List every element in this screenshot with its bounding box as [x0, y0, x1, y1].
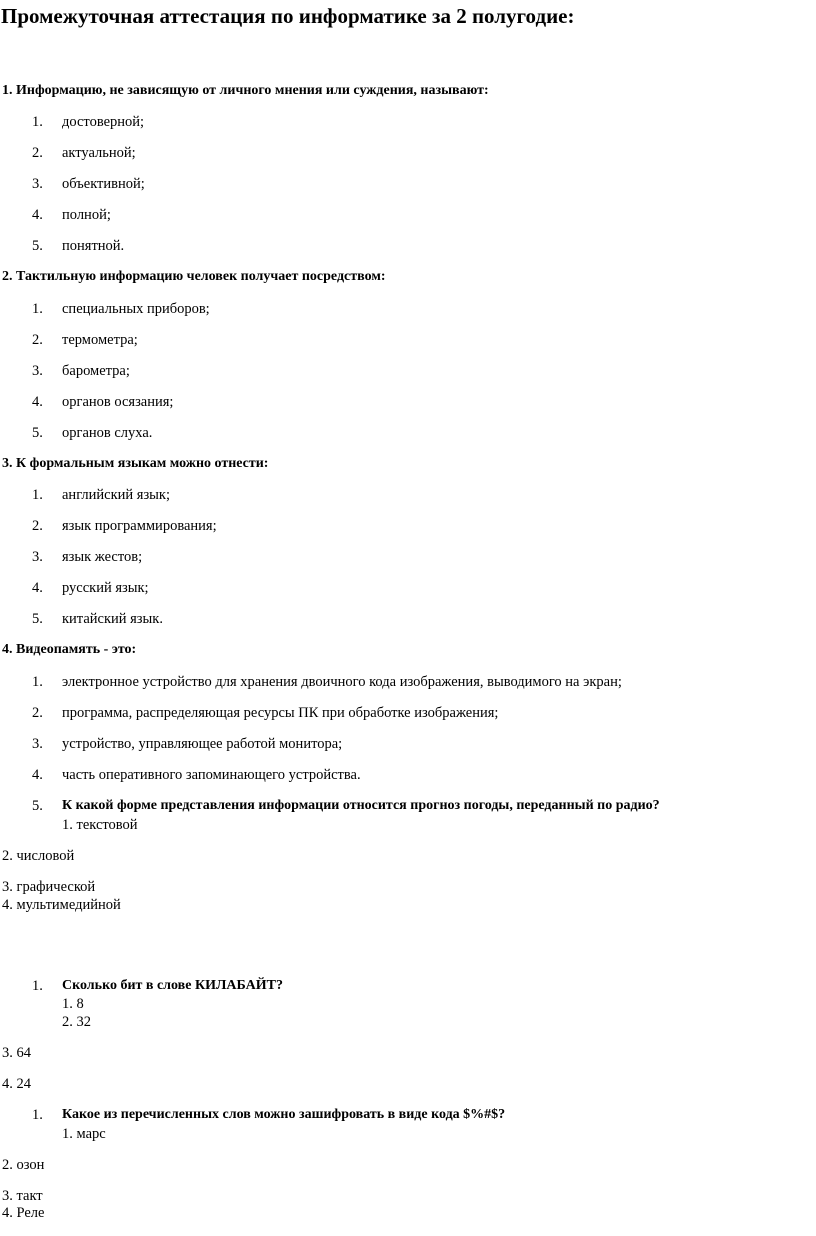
question-4-option-2-number: 2.	[32, 705, 43, 721]
question-4-option-4-text: часть оперативного запоминающего устройства.	[62, 767, 361, 783]
question-1-text: 1. Информацию, не зависящую от личного мнения или суждения, называют:	[2, 83, 489, 98]
question-3-option-2-text: язык программирования;	[62, 518, 217, 534]
question-1-option-5-number: 5.	[32, 238, 43, 254]
question-2-option-5-number: 5.	[32, 425, 43, 441]
question-7-option-2: 2. озон	[2, 1157, 45, 1173]
question-4-option-3-text: устройство, управляющее работой монитора;	[62, 736, 343, 752]
question-5-option-2: 2. числовой	[2, 848, 75, 864]
question-2-option-1-number: 1.	[32, 301, 43, 317]
question-5-option-1: 1. текстовой	[62, 817, 138, 833]
question-6-option-1: 1. 8	[62, 996, 84, 1012]
question-6-text: Сколько бит в слове КИЛАБАЙТ?	[62, 978, 283, 993]
question-4-option-3-number: 3.	[32, 736, 43, 752]
question-3-option-3-text: язык жестов;	[62, 549, 143, 565]
question-4-option-1-number: 1.	[32, 674, 43, 690]
question-3-option-5-number: 5.	[32, 611, 43, 627]
question-5-text: К какой форме представления информации относится прогноз погоды, переданный по радио?	[62, 798, 660, 813]
question-4-text: 4. Видеопамять - это:	[2, 642, 137, 657]
question-2-option-2-number: 2.	[32, 332, 43, 348]
question-1-option-4-text: полной;	[62, 207, 111, 223]
question-1-option-5-text: понятной.	[62, 238, 125, 254]
question-1-option-1-text: достоверной;	[62, 114, 145, 130]
question-1-option-2-number: 2.	[32, 145, 43, 161]
question-7-text: Какое из перечисленных слов можно зашифровать в виде кода $%#$?	[62, 1107, 506, 1122]
question-2-option-3-number: 3.	[32, 363, 43, 379]
question-4-option-2-text: программа, распределяющая ресурсы ПК при обработке изображения;	[62, 705, 499, 721]
question-1-option-2-text: актуальной;	[62, 145, 136, 161]
question-3-option-4-number: 4.	[32, 580, 43, 596]
question-1-option-3-text: объективной;	[62, 176, 145, 192]
question-2-option-4-text: органов осязания;	[62, 394, 174, 410]
question-3-text: 3. К формальным языкам можно отнести:	[2, 456, 269, 471]
page-title: Промежуточная аттестация по информатике за 2 полугодие:	[1, 4, 575, 28]
question-1-option-4-number: 4.	[32, 207, 43, 223]
question-6-option-2: 2. 32	[62, 1014, 91, 1030]
question-7-option-4: 4. Реле	[2, 1205, 45, 1221]
question-1-option-1-number: 1.	[32, 114, 43, 130]
question-3-option-5-text: китайский язык.	[62, 611, 163, 627]
question-1-option-3-number: 3.	[32, 176, 43, 192]
question-2-option-4-number: 4.	[32, 394, 43, 410]
question-6-number: 1.	[32, 978, 43, 994]
question-5-option-4: 4. мультимедийной	[2, 897, 121, 913]
question-4-option-4-number: 4.	[32, 767, 43, 783]
question-3-option-4-text: русский язык;	[62, 580, 149, 596]
question-2-option-3-text: барометра;	[62, 363, 130, 379]
question-3-option-1-text: английский язык;	[62, 487, 170, 503]
question-2-option-2-text: термометра;	[62, 332, 138, 348]
question-4-option-1-text: электронное устройство для хранения двоичного кода изображения, выводимого на экран;	[62, 674, 622, 690]
question-7-option-1: 1. марс	[62, 1126, 106, 1142]
question-5-option-3: 3. графической	[2, 879, 96, 895]
question-7-option-3: 3. такт	[2, 1188, 43, 1204]
question-2-option-1-text: специальных приборов;	[62, 301, 210, 317]
question-2-option-5-text: органов слуха.	[62, 425, 153, 441]
question-2-text: 2. Тактильную информацию человек получает посредством:	[2, 269, 386, 284]
question-7-number: 1.	[32, 1107, 43, 1123]
question-6-option-3: 3. 64	[2, 1045, 31, 1061]
question-3-option-2-number: 2.	[32, 518, 43, 534]
question-5-number: 5.	[32, 798, 43, 814]
question-3-option-1-number: 1.	[32, 487, 43, 503]
question-6-option-4: 4. 24	[2, 1076, 31, 1092]
question-3-option-3-number: 3.	[32, 549, 43, 565]
